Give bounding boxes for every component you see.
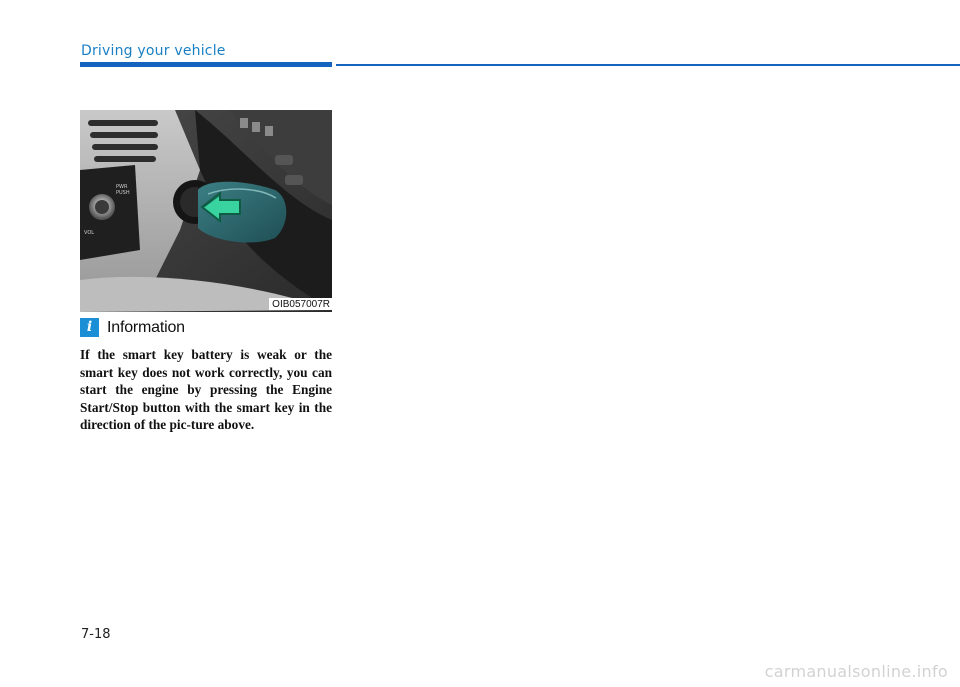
- information-icon: i: [80, 318, 99, 337]
- information-body-text: If the smart key battery is weak or the smart key does not work correctly, you can start the engine by pressing the Engine Start/Stop button with the smart key in the direction of the pic-ture above.: [80, 347, 332, 433]
- figure-code-label: OIB057007R: [269, 298, 332, 310]
- information-title: Information: [107, 318, 185, 336]
- smart-key-photo-illustration: [80, 110, 332, 312]
- svg-text:VOL: VOL: [84, 230, 95, 236]
- header-rule-thin: [336, 64, 960, 66]
- svg-text:PWR: PWR: [116, 184, 128, 190]
- watermark-text: carmanualsonline.info: [764, 662, 948, 681]
- information-heading: [80, 318, 185, 337]
- page-number: 7-18: [81, 627, 111, 642]
- section-header-title: Driving your vehicle: [81, 43, 226, 59]
- svg-text:PUSH: PUSH: [116, 190, 130, 196]
- smart-key-photo: [80, 110, 332, 312]
- header-rule-thick: [80, 62, 332, 67]
